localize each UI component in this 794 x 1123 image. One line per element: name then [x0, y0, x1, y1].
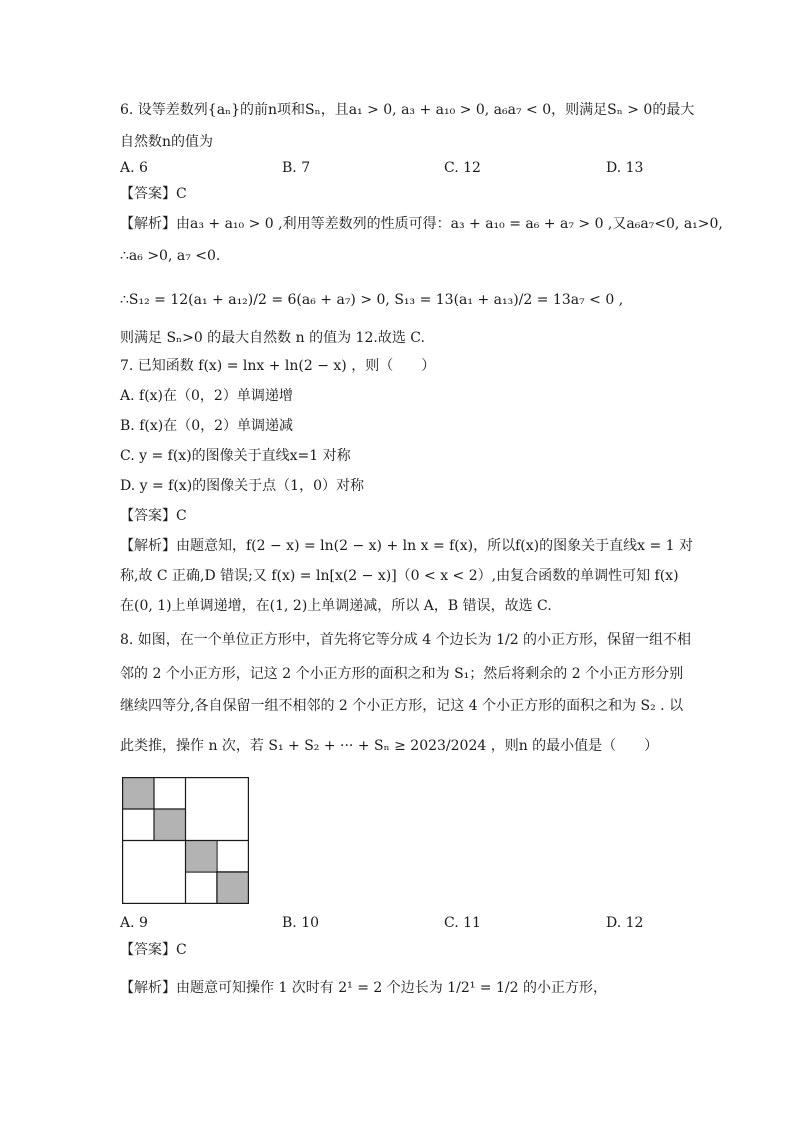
figure-shaded-square-3 — [185, 840, 216, 871]
q6-analysis-line1: 【解析】由a₃ + a₁₀ > 0 ,利用等差数列的性质可得：a₃ + a₁₀ = a₆ + a₇ > 0 ,又a₆a₇<0, a₁>0, — [120, 216, 723, 232]
q6-stem-line1: 6. 设等差数列{aₙ}的前n项和Sₙ，且a₁ > 0, a₃ + a₁₀ > 0, a₆a₇ < 0，则满足Sₙ > 0的最大 — [120, 102, 695, 118]
q7-analysis-line3: 在(0, 1)上单调递增，在(1, 2)上单调递减，所以 A，B 错误，故选 C. — [120, 598, 552, 614]
q7-stem: 7. 已知函数 f(x) = lnx + ln(2 − x) ，则（ ） — [120, 358, 436, 374]
q6-stem-line2: 自然数n的值为 — [120, 134, 214, 150]
q8-option-c: C. 11 — [444, 915, 481, 931]
q8-stem-line1: 8. 如图，在一个单位正方形中，首先将它等分成 4 个边长为 1/2 的小正方形，保留一组不相 — [120, 632, 692, 648]
q6-option-b: B. 7 — [282, 160, 311, 176]
q7-analysis-line2: 称,故 C 正确,D 错误;又 f(x) = ln[x(2 − x)]（0 < x < 2）,由复合函数的单调性可知 f(x) — [120, 568, 679, 584]
q6-option-c: C. 12 — [444, 160, 481, 176]
q6-analysis-line4: 则满足 Sₙ>0 的最大自然数 n 的值为 12.故选 C. — [120, 330, 425, 346]
q8-option-b: B. 10 — [282, 915, 320, 931]
q6-option-d: D. 13 — [606, 160, 644, 176]
q7-answer: 【答案】C — [120, 508, 187, 524]
q8-option-d: D. 12 — [606, 915, 644, 931]
q8-stem-line4: 此类推，操作 n 次，若 S₁ + S₂ + ··· + Sₙ ≥ 2023/2024 ，则n 的最小值是（ ） — [120, 738, 659, 754]
q7-analysis-line1: 【解析】由题意知，f(2 − x) = ln(2 − x) + ln x = f(x)，所以f(x)的图象关于直线x = 1 对 — [120, 538, 694, 554]
figure-shaded-square-1 — [123, 778, 154, 809]
q7-option-a: A. f(x)在（0，2）单调递增 — [120, 388, 293, 404]
q6-answer: 【答案】C — [120, 186, 187, 202]
q6-option-a: A. 6 — [120, 160, 148, 176]
q8-option-a: A. 9 — [120, 915, 148, 931]
q8-stem-line3: 继续四等分,各自保留一组不相邻的 2 个小正方形，记这 4 个小正方形的面积之和为 S₂ . 以 — [120, 698, 684, 714]
q7-option-c: C. y = f(x)的图像关于直线x=1 对称 — [120, 448, 351, 464]
q7-option-d: D. y = f(x)的图像关于点（1，0）对称 — [120, 478, 364, 494]
q6-analysis-line3: ∴S₁₂ = 12(a₁ + a₁₂)/2 = 6(a₆ + a₇) > 0, S₁₃ = 13(a₁ + a₁₃)/2 = 13a₇ < 0 , — [120, 292, 624, 308]
q8-stem-line2: 邻的 2 个小正方形，记这 2 个小正方形的面积之和为 S₁；然后将剩余的 2 个小正方形分别 — [120, 666, 684, 682]
q8-answer: 【答案】C — [120, 942, 187, 958]
figure-shaded-square-2 — [154, 809, 185, 840]
q7-option-b: B. f(x)在（0，2）单调递减 — [120, 418, 294, 434]
q8-square-figure — [122, 777, 249, 904]
q8-analysis-line1: 【解析】由题意可知操作 1 次时有 2¹ = 2 个边长为 1/2¹ = 1/2 的小正方形， — [120, 980, 607, 996]
q6-analysis-line2: ∴a₆ >0, a₇ <0. — [120, 248, 221, 264]
figure-shaded-square-4 — [216, 871, 248, 903]
